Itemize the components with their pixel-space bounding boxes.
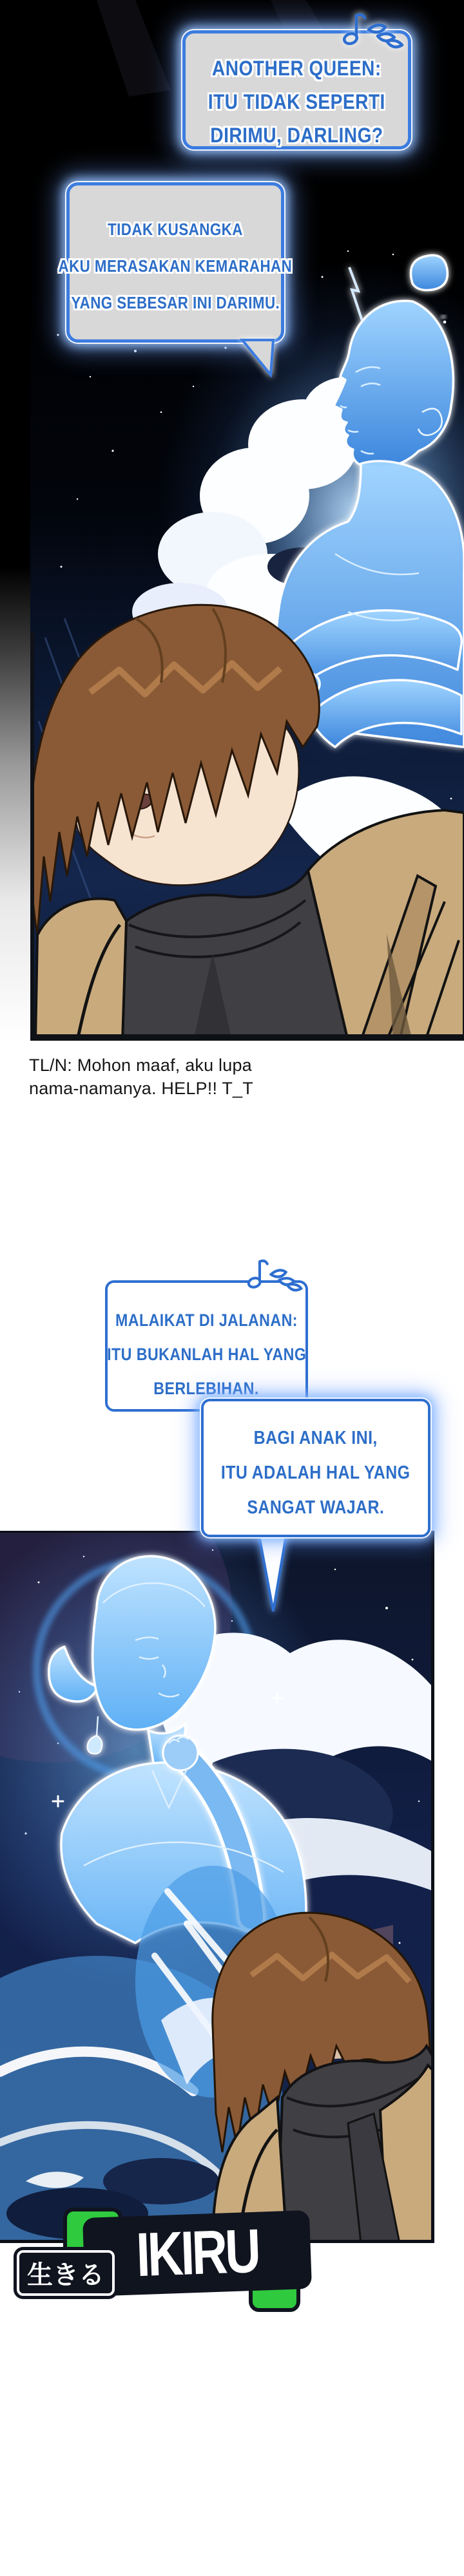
bubble-line: YANG SEBESAR INI DARIMU.	[71, 293, 280, 312]
panel-2-illustration	[0, 1531, 434, 2243]
bubble-line: ANOTHER QUEEN:	[212, 57, 382, 80]
bubble-line: BAGI ANAK INI,	[253, 1428, 378, 1448]
speech-bubble-queen-2	[58, 182, 293, 343]
scanlation-group-logo	[12, 2202, 321, 2363]
music-note-icon	[340, 8, 407, 50]
bubble-line: ITU ADALAH HAL YANG	[221, 1463, 411, 1483]
music-note-icon	[245, 1255, 306, 1293]
logo-text: IKIRU	[135, 2216, 260, 2290]
bubble-line: ITU TIDAK SEPERTI	[208, 90, 385, 113]
page-left-margin	[0, 567, 30, 1041]
bubble-line: TIDAK KUSANGKA	[108, 220, 243, 239]
translator-note-line: nama-namanya. HELP!! T_T	[29, 1079, 253, 1098]
bubble-tail	[256, 1534, 290, 1614]
bubble-line: ITU BUKANLAH HAL YANG	[106, 1345, 307, 1364]
panel-1-canvas	[0, 0, 464, 1041]
translator-note	[29, 1054, 253, 1100]
bubble-line: DIRIMU, DARLING?	[210, 124, 383, 147]
panel-2-canvas	[0, 1531, 434, 2243]
bubble-line: BERLEBIHAN.	[153, 1379, 260, 1398]
logo-jp-badge: 生きる	[17, 2250, 115, 2296]
bubble-line: AKU MERASAKAN KEMARAHAN	[58, 256, 293, 276]
bubble-tail	[240, 339, 278, 377]
bubble-line: SANGAT WAJAR.	[247, 1497, 385, 1518]
translator-note-line: TL/N: Mohon maaf, aku lupa	[29, 1056, 252, 1075]
speech-bubble-angel	[105, 1280, 308, 1412]
speech-bubble-angel-2	[201, 1399, 430, 1537]
bubble-line: MALAIKAT DI JALANAN:	[115, 1311, 298, 1330]
logo-block	[82, 2210, 312, 2297]
panel-2-right-border	[431, 1531, 434, 2243]
panel-1-left-border	[30, 631, 34, 1041]
panel-1-bottom-border	[30, 1034, 464, 1041]
panel-1-illustration	[0, 0, 464, 1041]
